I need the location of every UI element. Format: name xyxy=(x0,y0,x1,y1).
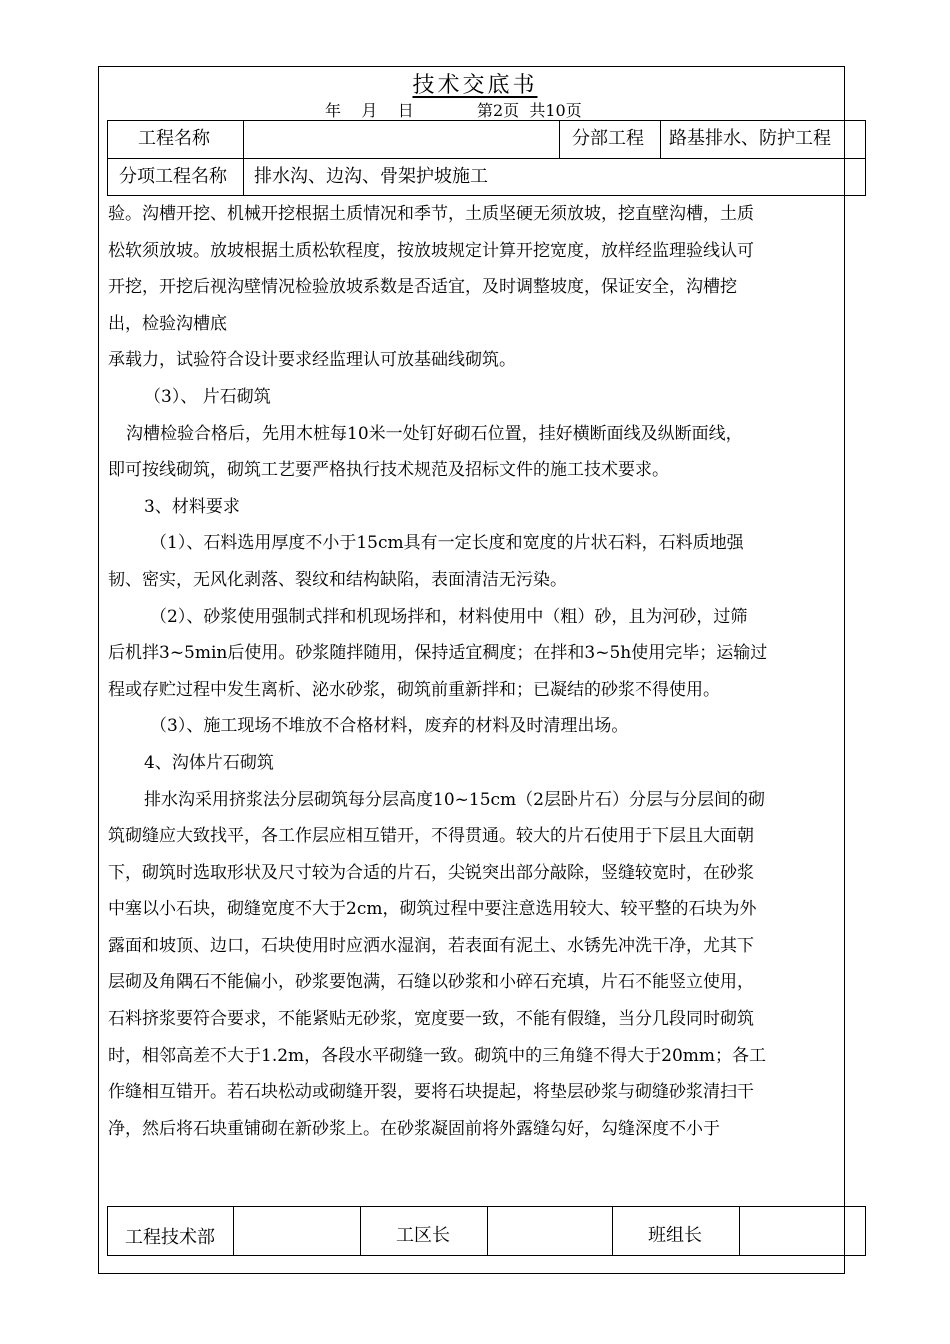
body-line: 石料挤浆要符合要求，不能紧贴无砂浆，宽度要一致，不能有假缝，当分几段同时砌筑 xyxy=(108,1009,754,1030)
body-line: 净，然后将石块重铺砌在新砂浆上。在砂浆凝固前将外露缝勾好，勾缝深度不小于 xyxy=(108,1118,720,1139)
body-line: （2）、砂浆使用强制式拌和机现场拌和，材料使用中（粗）砂，且为河砂，过筛 xyxy=(150,606,748,627)
team-leader-label: 班组长 xyxy=(648,1225,702,1246)
page-info: 第2页 共10页 xyxy=(477,101,582,120)
body-line: （3）、 片石砌筑 xyxy=(144,386,271,407)
project-name-label: 工程名称 xyxy=(138,128,210,149)
document-title: 技术交底书 xyxy=(412,73,538,98)
body-line: 筑砌缝应大致找平，各工作层应相互错开，不得贯通。较大的片石使用于下层且大面朝 xyxy=(108,826,754,847)
document-body xyxy=(108,196,836,1147)
body-line: 沟槽检验合格后，先用木桩每10米一处钉好砌石位置，挂好横断面线及纵断面线， xyxy=(126,423,743,444)
area-chief-label: 工区长 xyxy=(396,1225,450,1246)
body-line: 后机拌3~5min后使用。砂浆随拌随用，保持适宜稠度；在拌和3~5h使用完毕；运输过 xyxy=(108,643,768,664)
body-line: （1）、石料选用厚度不小于15cm具有一定长度和宽度的片状石料，石料质地强 xyxy=(150,533,744,554)
body-line: 韧、密实，无风化剥落、裂纹和结构缺陷，表面清洁无污染。 xyxy=(108,569,567,590)
division-value: 路基排水、防护工程 xyxy=(669,128,831,149)
body-line: 松软须放坡。放坡根据土质松软程度，按放坡规定计算开挖宽度，放样经监理验线认可 xyxy=(108,240,754,261)
body-line: 下，砌筑时选取形状及尺寸较为合适的片石，尖锐突出部分敲除，竖缝较宽时，在砂浆 xyxy=(108,862,754,883)
body-line: 作缝相互错开。若石块松动或砌缝开裂，要将石块提起，将垫层砂浆与砌缝砂浆清扫干 xyxy=(108,1082,754,1103)
body-line: 即可按线砌筑，砌筑工艺要严格执行技术规范及招标文件的施工技术要求。 xyxy=(108,460,669,481)
body-line: 验。沟槽开挖、机械开挖根据土质情况和季节，土质坚硬无须放坡，挖直壁沟槽，土质 xyxy=(108,204,754,224)
body-line: 程或存贮过程中发生离析、泌水砂浆，砌筑前重新拌和；已凝结的砂浆不得使用。 xyxy=(108,679,720,700)
tech-dept-label: 工程技术部 xyxy=(125,1227,215,1248)
subitem-label: 分项工程名称 xyxy=(119,166,227,187)
body-line: 排水沟采用挤浆法分层砌筑每分层高度10~15cm（2层卧片石）分层与分层间的砌 xyxy=(144,789,765,810)
subitem-value: 排水沟、边沟、骨架护坡施工 xyxy=(254,166,488,187)
division-label: 分部工程 xyxy=(572,128,644,149)
body-line: 层砌及角隅石不能偏小，砂浆要饱满，石缝以砂浆和小碎石充填，片石不能竖立使用， xyxy=(108,972,754,993)
body-line: 3、材料要求 xyxy=(144,496,240,517)
body-line: 开挖，开挖后视沟壁情况检验放坡系数是否适宜，及时调整坡度，保证安全，沟槽挖 xyxy=(108,277,737,298)
body-line: 承载力，试验符合设计要求经监理认可放基础线砌筑。 xyxy=(108,350,516,371)
body-line: 露面和坡顶、边口，石块使用时应洒水湿润，若表面有泥土、水锈先冲洗干净，尤其下 xyxy=(108,935,754,956)
body-line: （3）、施工现场不堆放不合格材料，废弃的材料及时清理出场。 xyxy=(150,716,629,737)
body-line: 中塞以小石块，砌缝宽度不大于2cm，砌筑过程中要注意选用较大、较平整的石块为外 xyxy=(108,899,757,920)
body-line: 时，相邻高差不大于1.2m，各段水平砌缝一致。砌筑中的三角缝不得大于20mm；各工 xyxy=(108,1045,767,1066)
body-line: 出，检验沟槽底 xyxy=(108,313,227,334)
date-line: 年 月 日 xyxy=(325,101,414,120)
body-line: 4、沟体片石砌筑 xyxy=(144,752,274,773)
